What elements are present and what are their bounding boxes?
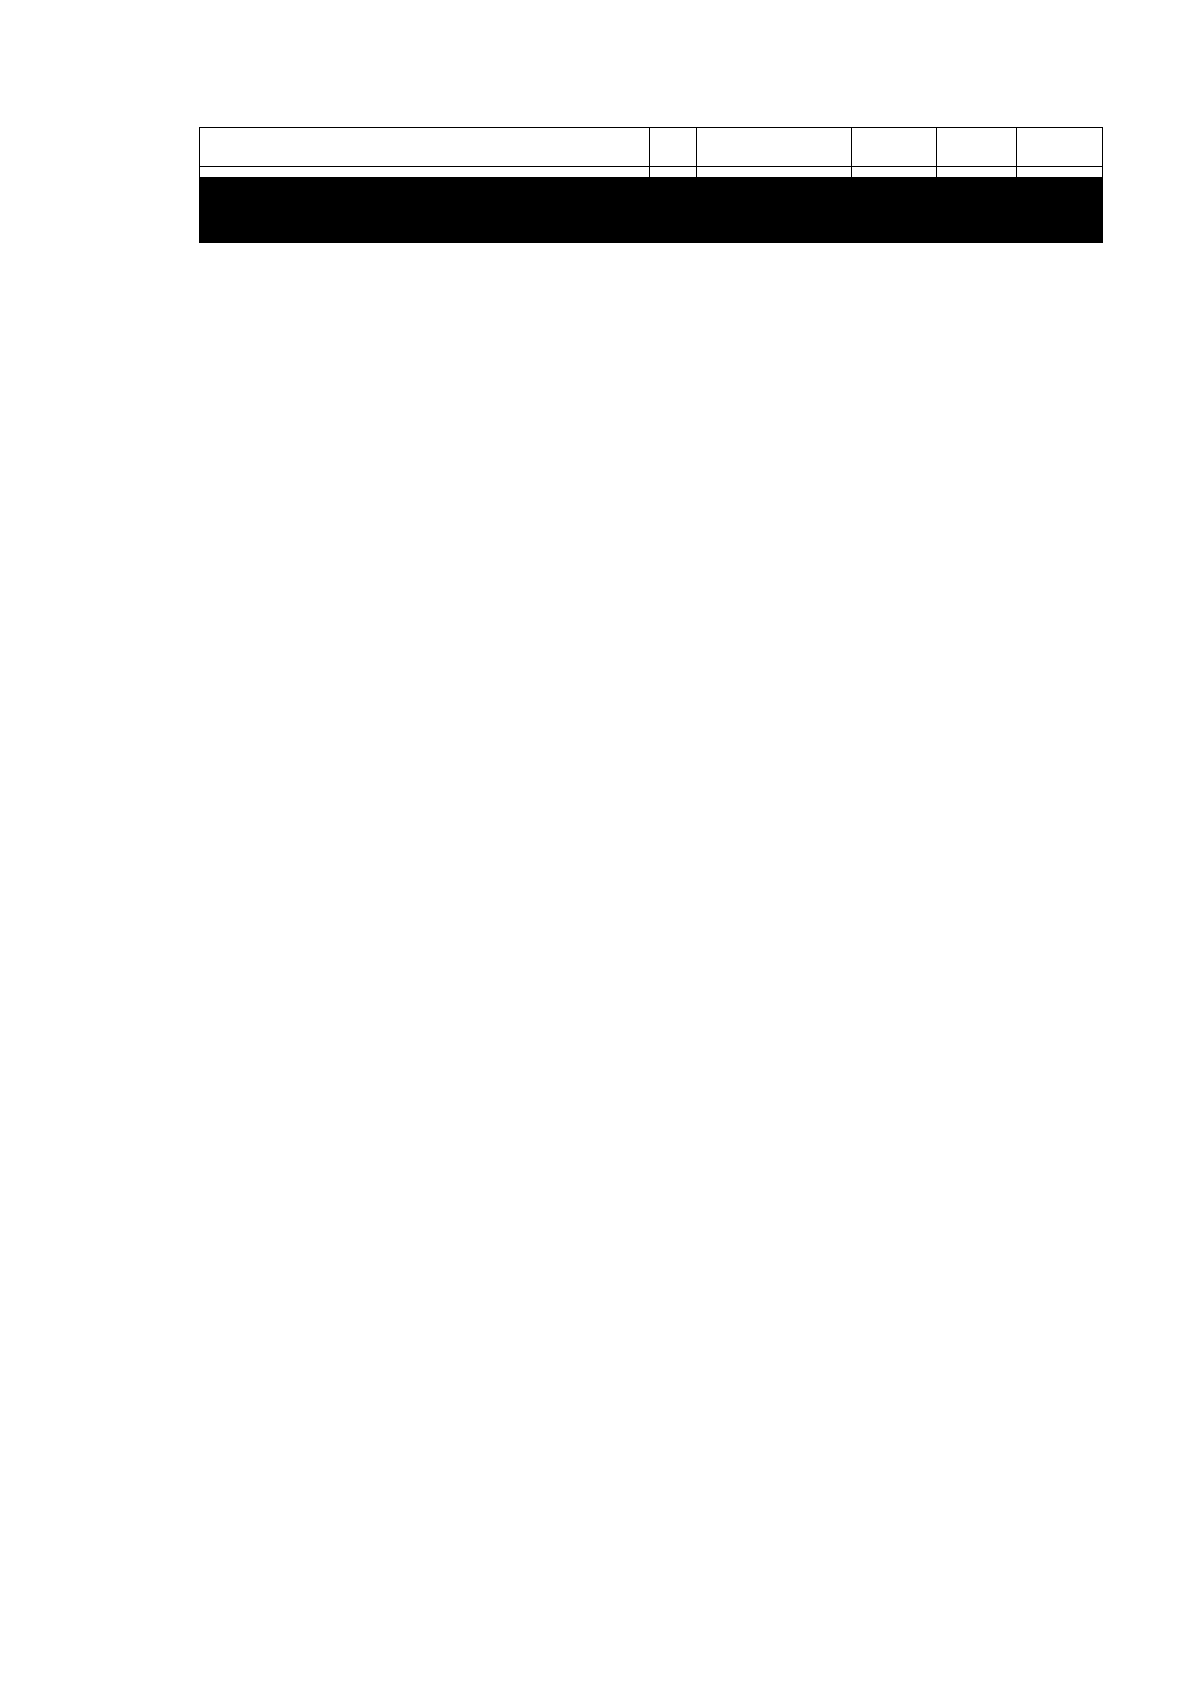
column-number (1017, 167, 1103, 178)
row-unexecuted (1017, 242, 1103, 243)
header-unexecuted (1017, 128, 1103, 167)
header-name (200, 128, 650, 167)
row-name (200, 242, 650, 243)
column-number (937, 167, 1017, 178)
header-approved (852, 128, 937, 167)
header-line-code (650, 128, 697, 167)
header-classification-code (697, 128, 852, 167)
row-approved (852, 242, 937, 243)
row-executed (937, 242, 1017, 243)
column-number (200, 167, 650, 178)
header-row (200, 128, 1103, 167)
row-line-code (650, 242, 697, 243)
column-number (697, 167, 852, 178)
column-number (852, 167, 937, 178)
header-executed (937, 128, 1017, 167)
column-number (650, 167, 697, 178)
column-number-row (200, 167, 1103, 178)
table-row (200, 242, 1103, 243)
row-classification-code (697, 242, 852, 243)
budget-expenses-table (199, 127, 1103, 243)
